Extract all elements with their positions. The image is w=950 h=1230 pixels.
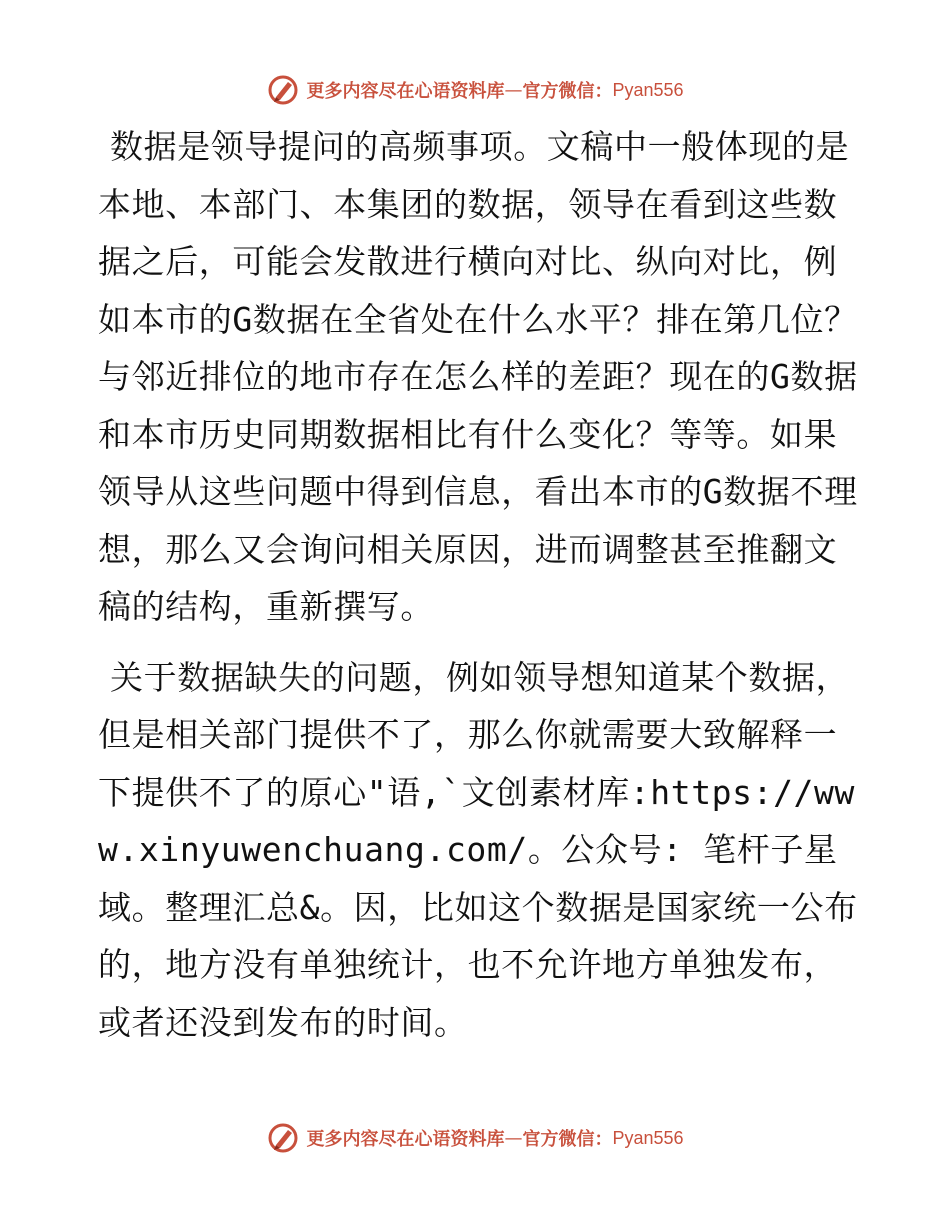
paragraph-2: 关于数据缺失的问题，例如领导想知道某个数据，但是相关部门提供不了，那么你就需要大致解释一下提供不了的原心"语,`文创素材库:https://www.xinyuwenchuang.com/。公众号: 笔杆子星域。整理汇总&。因，比如这个数据是国家统一公布的，地方没有单独统计，也不允许地方单独发布，或者还没到发布的时间。 <box>98 657 858 1042</box>
document-body <box>98 118 858 1051</box>
banner-dash: — <box>504 1127 523 1149</box>
banner-text-wechat: 官方微信： <box>522 1129 613 1150</box>
pen-logo-icon <box>266 1121 300 1155</box>
banner-text-main: 更多内容尽在心语资料库 <box>306 1129 505 1150</box>
pen-logo-icon <box>266 73 300 107</box>
banner-wechat-id: Pyan556 <box>612 1127 684 1148</box>
footer-watermark-banner <box>0 1118 950 1158</box>
paragraph-1: 数据是领导提问的高频事项。文稿中一般体现的是本地、本部门、本集团的数据，领导在看到这些数据之后，可能会发散进行横向对比、纵向对比，例如本市的G数据在全省处在什么水平？排在第几位？与邻近排位的地市存在怎么样的差距？现在的G数据和本市历史同期数据相比有什么变化？等等。如果领导从这些问题中得到信息，看出本市的G数据不理想，那么又会询问相关原因，进而调整甚至推翻文稿的结构，重新撰写。 <box>98 127 858 626</box>
header-watermark-banner <box>0 70 950 110</box>
banner-text-wechat: 官方微信： <box>522 81 613 102</box>
banner-wechat-id: Pyan556 <box>612 79 684 100</box>
banner-dash: — <box>504 79 523 101</box>
banner-text-main: 更多内容尽在心语资料库 <box>306 81 505 102</box>
